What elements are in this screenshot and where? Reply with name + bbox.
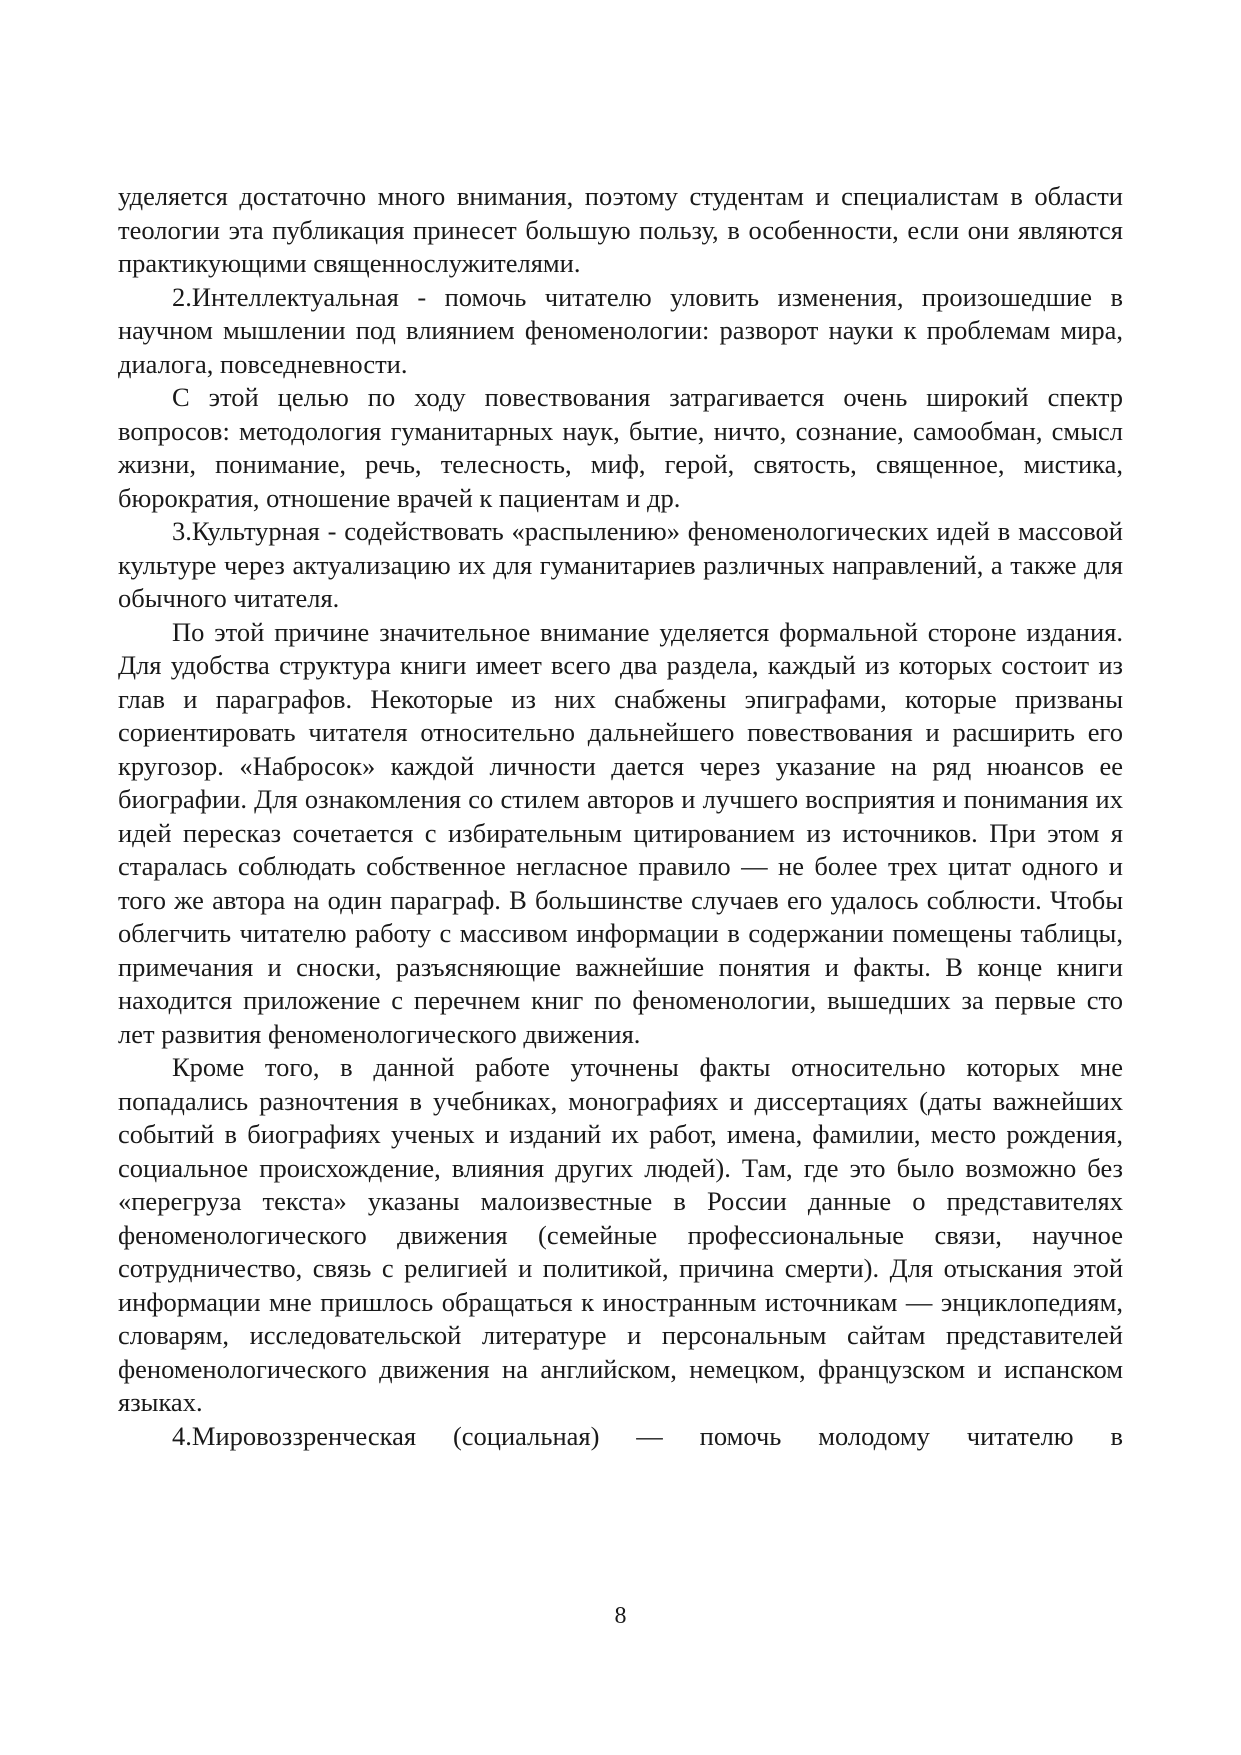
paragraph-facts-clarified: Кроме того, в данной работе уточнены факты относительно которых мне попадались разночтения в учебниках, монографиях и диссертациях (даты важнейших событий в биографиях ученых и изданий их работ, имена, фамилии, место рождения, социальное происхождение, влияния других людей). Там, где это было возможно без «перегруза текста» указаны малоизвестные в России данные о представителях феноменологического движения (семейные профессиональные связи, научное сотрудничество, связь с религией и политикой, причина смерти). Для отыскания этой информации мне пришлось обращаться к иностранным источникам — энциклопедиям, словарям, исследовательской литературе и персональным сайтам представителей феноменологического движения на английском, немецком, французском и испанском языках. bbox=[118, 1052, 1123, 1417]
body-text bbox=[118, 180, 1123, 1453]
paragraph-continued: уделяется достаточно много внимания, поэтому студентам и специалистам в области теологии эта публикация принесет большую пользу, в особенности, если они являются практикующими священнослужителями. bbox=[118, 181, 1123, 278]
paragraph-cultural-goal: 3.Культурная - содействовать «распылению» феноменологических идей в массовой культуре через актуализацию их для гуманитариев различных направлений, а также для обычного читателя. bbox=[118, 516, 1123, 613]
paragraph-formal-side: По этой причине значительное внимание уделяется формальной стороне издания. Для удобства структура книги имеет всего два раздела, каждый из которых состоит из глав и параграфов. Некоторые из них снабжены эпиграфами, которые призваны сориентировать читателя относительно дальнейшего повествования и расширить его кругозор. «Набросок» каждой личности дается через указание на ряд нюансов ее биографии. Для ознакомления со стилем авторов и лучшего восприятия и понимания их идей пересказ сочетается с избирательным цитированием из источников. При этом я старалась соблюдать собственное негласное правило — не более трех цитат одного и того же автора на один параграф. В большинстве случаев его удалось соблюсти. Чтобы облегчить читателю работу с массивом информации в содержании помещены таблицы, примечания и сноски, разъясняющие важнейшие понятия и факты. В конце книги находится приложение с перечнем книг по феноменологии, вышедших за первые сто лет развития феноменологического движения. bbox=[118, 616, 1123, 1049]
paragraph-intellectual-goal: 2.Интеллектуальная - помочь читателю уловить изменения, произошедшие в научном мышлении под влиянием феноменологии: разворот науки к проблемам мира, диалога, повседневности. bbox=[118, 281, 1123, 379]
paragraph-worldview-goal: 4.Мировоззренческая (социальная) — помочь молодому читателю в bbox=[172, 1420, 1123, 1451]
paragraph-questions-spectrum: С этой целью по ходу повествования затрагивается очень широкий спектр вопросов: методология гуманитарных наук, бытие, ничто, сознание, самообман, смысл жизни, понимание, речь, телесность, миф, герой, святость, священное, мистика, бюрократия, отношение врачей к пациентам и др. bbox=[118, 382, 1123, 513]
page-number: 8 bbox=[614, 1603, 627, 1629]
